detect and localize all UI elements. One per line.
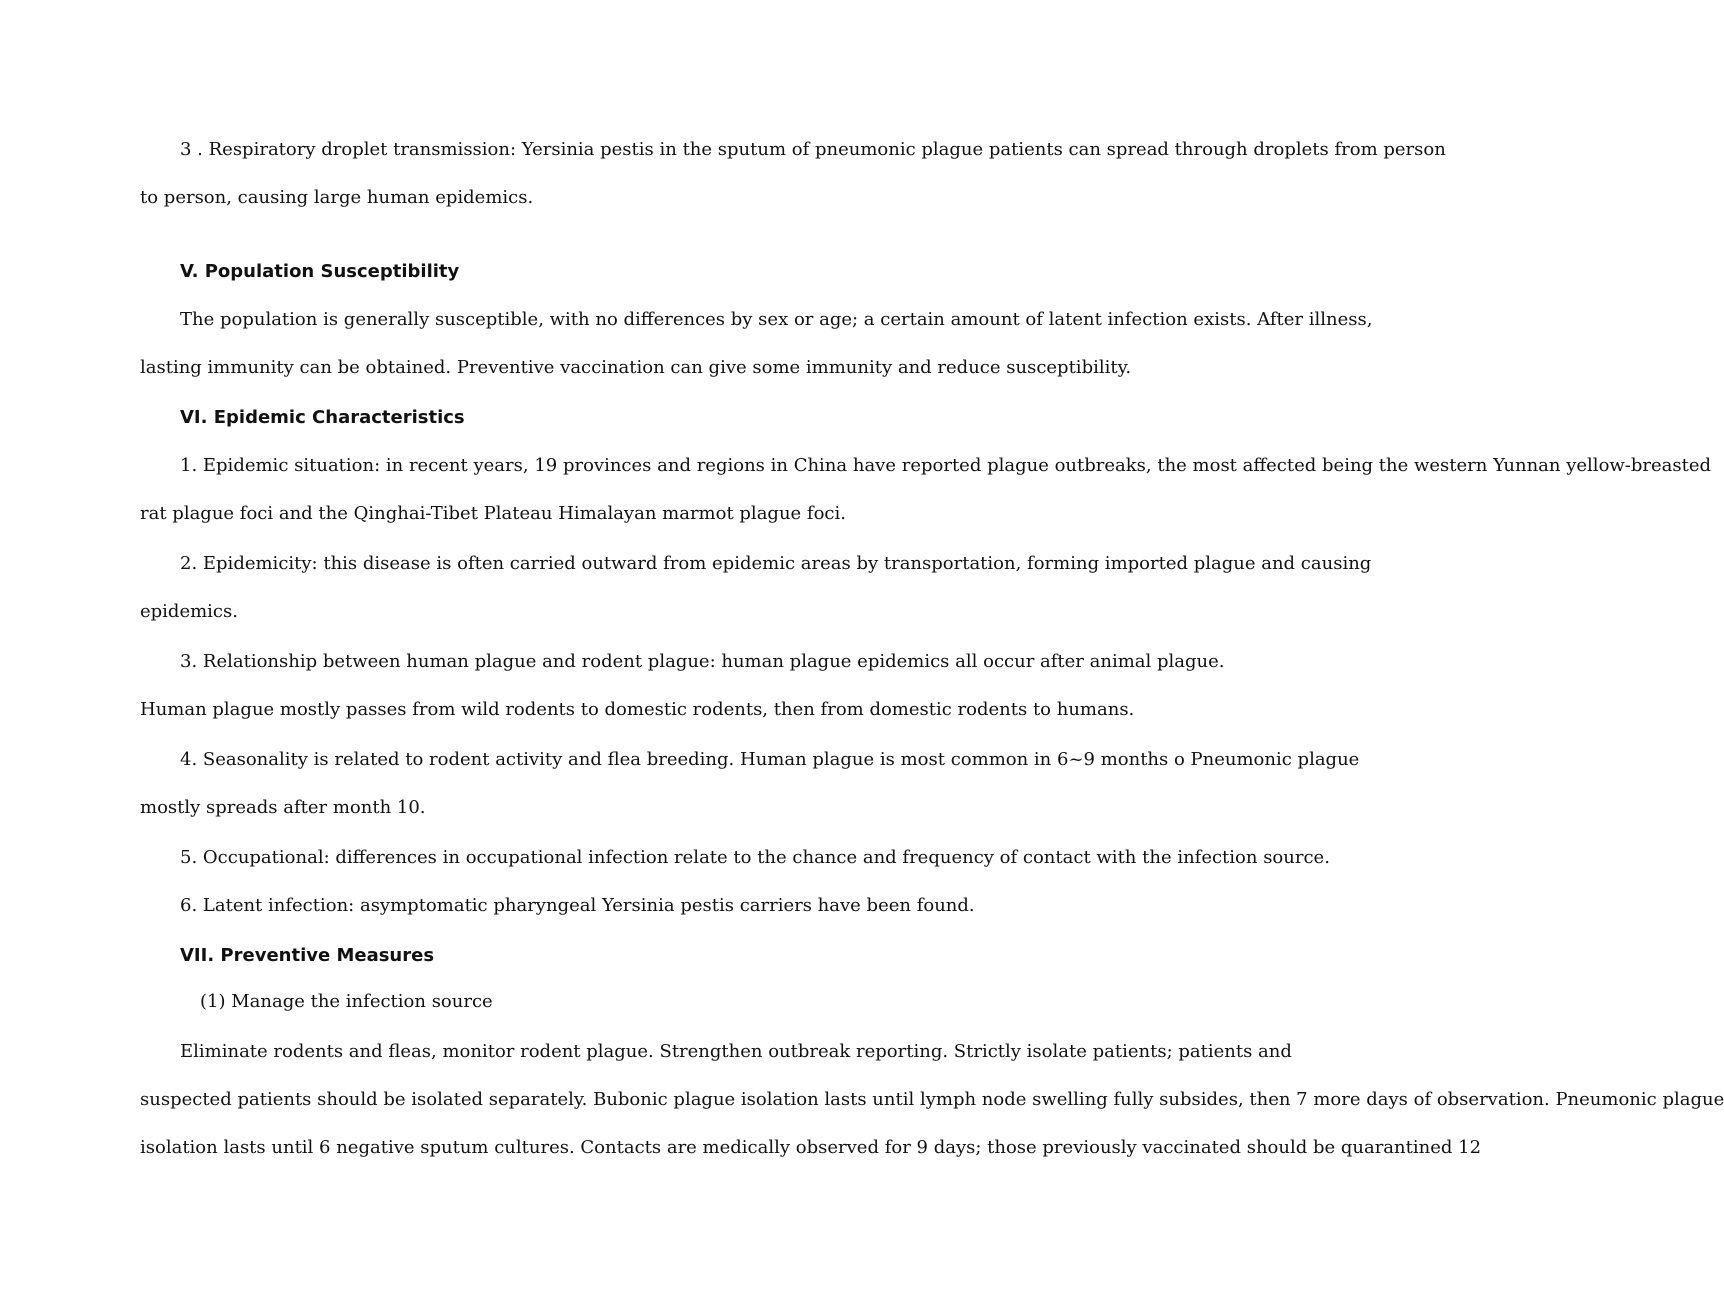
- paragraph-line: rat plague foci and the Qinghai-Tibet Plateau Himalayan marmot plague foci.: [140, 503, 846, 524]
- paragraph-line: to person, causing large human epidemics.: [140, 187, 534, 208]
- paragraph-line: 1. Epidemic situation: in recent years, 19 provinces and regions in China have reported plague outbreaks, the most affected being the western Yunnan yellow-breasted: [180, 455, 1712, 476]
- paragraph-line: suspected patients should be isolated separately. Bubonic plague isolation lasts until lymph node swelling fully subsides, then 7 more days of observation. Pneumonic plague: [140, 1089, 1724, 1110]
- paragraph-line: 2. Epidemicity: this disease is often carried outward from epidemic areas by transportation, forming imported plague and causing: [180, 553, 1372, 574]
- paragraph-line: 4. Seasonality is related to rodent activity and flea breeding. Human plague is most common in 6~9 months o Pneumonic plague: [180, 749, 1360, 770]
- paragraph-line: epidemics.: [140, 601, 238, 622]
- paragraph-line: mostly spreads after month 10.: [140, 797, 426, 818]
- subsection-heading: (1) Manage the infection source: [200, 991, 493, 1012]
- paragraph-line: lasting immunity can be obtained. Preventive vaccination can give some immunity and reduce susceptibility.: [140, 357, 1132, 378]
- paragraph-line: 3 . Respiratory droplet transmission: Yersinia pestis in the sputum of pneumonic plague patients can spread through droplets from person: [180, 139, 1446, 160]
- paragraph-line: isolation lasts until 6 negative sputum cultures. Contacts are medically observed for 9 days; those previously vaccinated should be quarantined 12: [140, 1137, 1482, 1158]
- paragraph-line: 5. Occupational: differences in occupational infection relate to the chance and frequency of contact with the infection source.: [180, 847, 1330, 868]
- section-heading: VII. Preventive Measures: [180, 945, 435, 966]
- section-heading: VI. Epidemic Characteristics: [180, 407, 465, 428]
- paragraph-line: Eliminate rodents and fleas, monitor rodent plague. Strengthen outbreak reporting. Strictly isolate patients; patients and: [180, 1041, 1292, 1062]
- paragraph-line: The population is generally susceptible, with no differences by sex or age; a certain amount of latent infection exists. After illness,: [180, 309, 1373, 330]
- paragraph-line: 3. Relationship between human plague and rodent plague: human plague epidemics all occur after animal plague.: [180, 651, 1225, 672]
- paragraph-line: 6. Latent infection: asymptomatic pharyngeal Yersinia pestis carriers have been found.: [180, 895, 975, 916]
- paragraph-line: Human plague mostly passes from wild rodents to domestic rodents, then from domestic rodents to humans.: [140, 699, 1135, 720]
- section-heading: V. Population Susceptibility: [180, 261, 460, 282]
